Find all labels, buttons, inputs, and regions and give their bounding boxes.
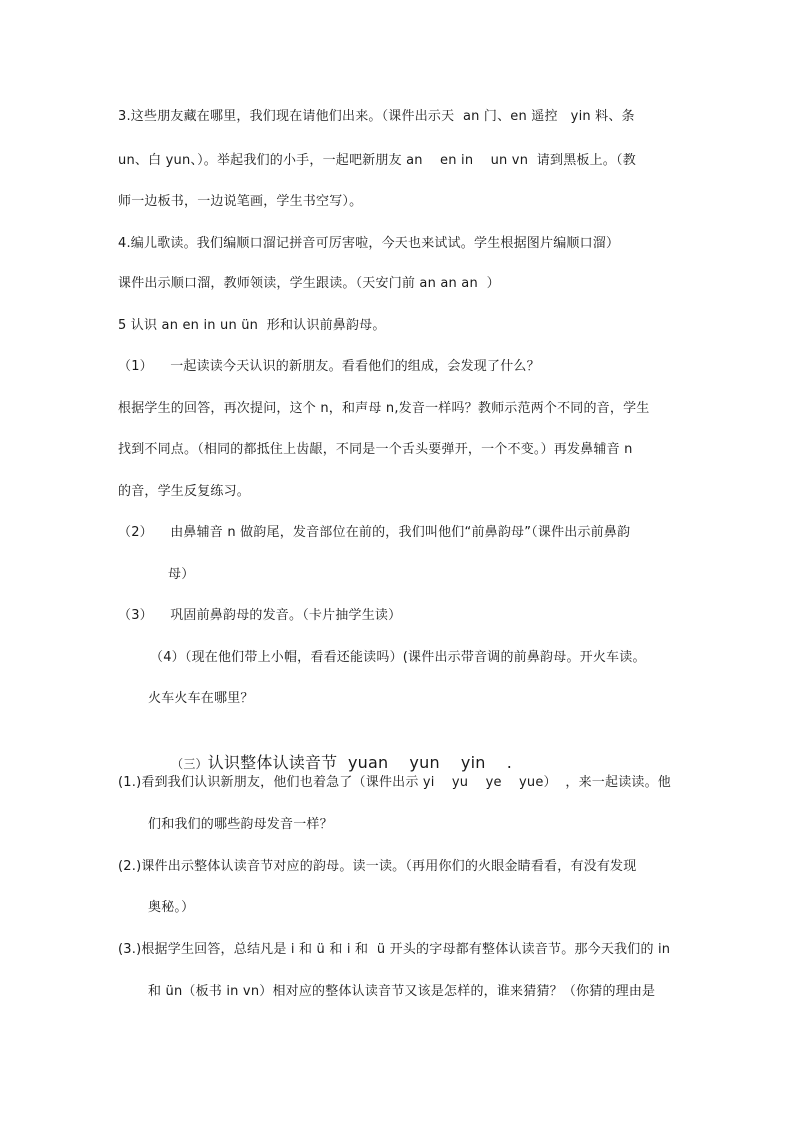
- sub-item-2: (2.)课件出示整体认读音节对应的韵母。读一读。（再用你们的火眼金睛看看，有没有发现: [118, 859, 637, 874]
- sub-item-1: (1.)看到我们认识新朋友，他们也着急了（课件出示 yi yu ye yue） ，来一起读读。他: [118, 775, 671, 790]
- sub-item-3: (3.)根据学生回答，总结凡是 i 和 ü 和 i 和 ü 开头的字母都有整体认读音节。那今天我们的 in: [118, 942, 671, 957]
- item-2-cont: 母）: [168, 567, 195, 582]
- section-title: 认识整体认读音节 yuan yun yin .: [207, 753, 513, 772]
- sub-item-3-cont: 和 ün（板书 in vn）相对应的整体认读音节又该是怎样的，谁来猜猜？（你猜的理由是: [148, 984, 656, 999]
- sub-item-1-cont: 们和我们的哪些韵母发音一样？: [148, 817, 333, 832]
- para-3-cont-2: 师一边板书，一边说笔画，学生书空写）。: [118, 194, 363, 209]
- para-3-cont-1: un、白 yun、）。举起我们的小手，一起吧新朋友 an en in un vn 请到黑板上。（教: [118, 153, 636, 168]
- para-4-cont: 课件出示顺口溜，教师领读，学生跟读。（天安门前 an an an ）: [118, 276, 500, 291]
- item-1: （1） 一起读读今天认识的新朋友。看看他们的组成，会发现了什么？: [118, 359, 540, 374]
- item-2: （2） 由鼻辅音 n 做韵尾，发音部位在前的，我们叫他们“前鼻韵母”（课件出示前鼻韵: [118, 525, 631, 540]
- para-4: 4.编儿歌读。我们编顺口溜记拼音可厉害啦，今天也来试试。学生根据图片编顺口溜）: [118, 236, 620, 251]
- item-1-answer-cont-2: 的音，学生反复练习。: [118, 484, 251, 499]
- item-1-answer: 根据学生的回答，再次提问，这个 n，和声母 n,发音一样吗？教师示范两个不同的音，学生: [118, 401, 650, 416]
- section-number: （三）: [171, 757, 208, 771]
- item-4-cont: 火车火车在哪里？: [148, 691, 254, 706]
- sub-item-2-cont: 奥秘。）: [148, 900, 195, 915]
- item-3: （3） 巩固前鼻韵母的发音。（卡片抽学生读）: [118, 608, 402, 623]
- item-1-answer-cont-1: 找到不同点。（相同的都抵住上齿龈，不同是一个舌头要弹开，一个不变。）再发鼻辅音 n: [118, 442, 633, 457]
- item-4: （4）（现在他们带上小帽，看看还能读吗）(课件出示带音调的前鼻韵母。开火车读。: [150, 650, 646, 665]
- para-3: 3.这些朋友藏在哪里，我们现在请他们出来。（课件出示天 an 门、en 遥控 yin 料、条: [118, 109, 635, 124]
- para-5: 5 认识 an en in un ün 形和认识前鼻韵母。: [118, 318, 386, 333]
